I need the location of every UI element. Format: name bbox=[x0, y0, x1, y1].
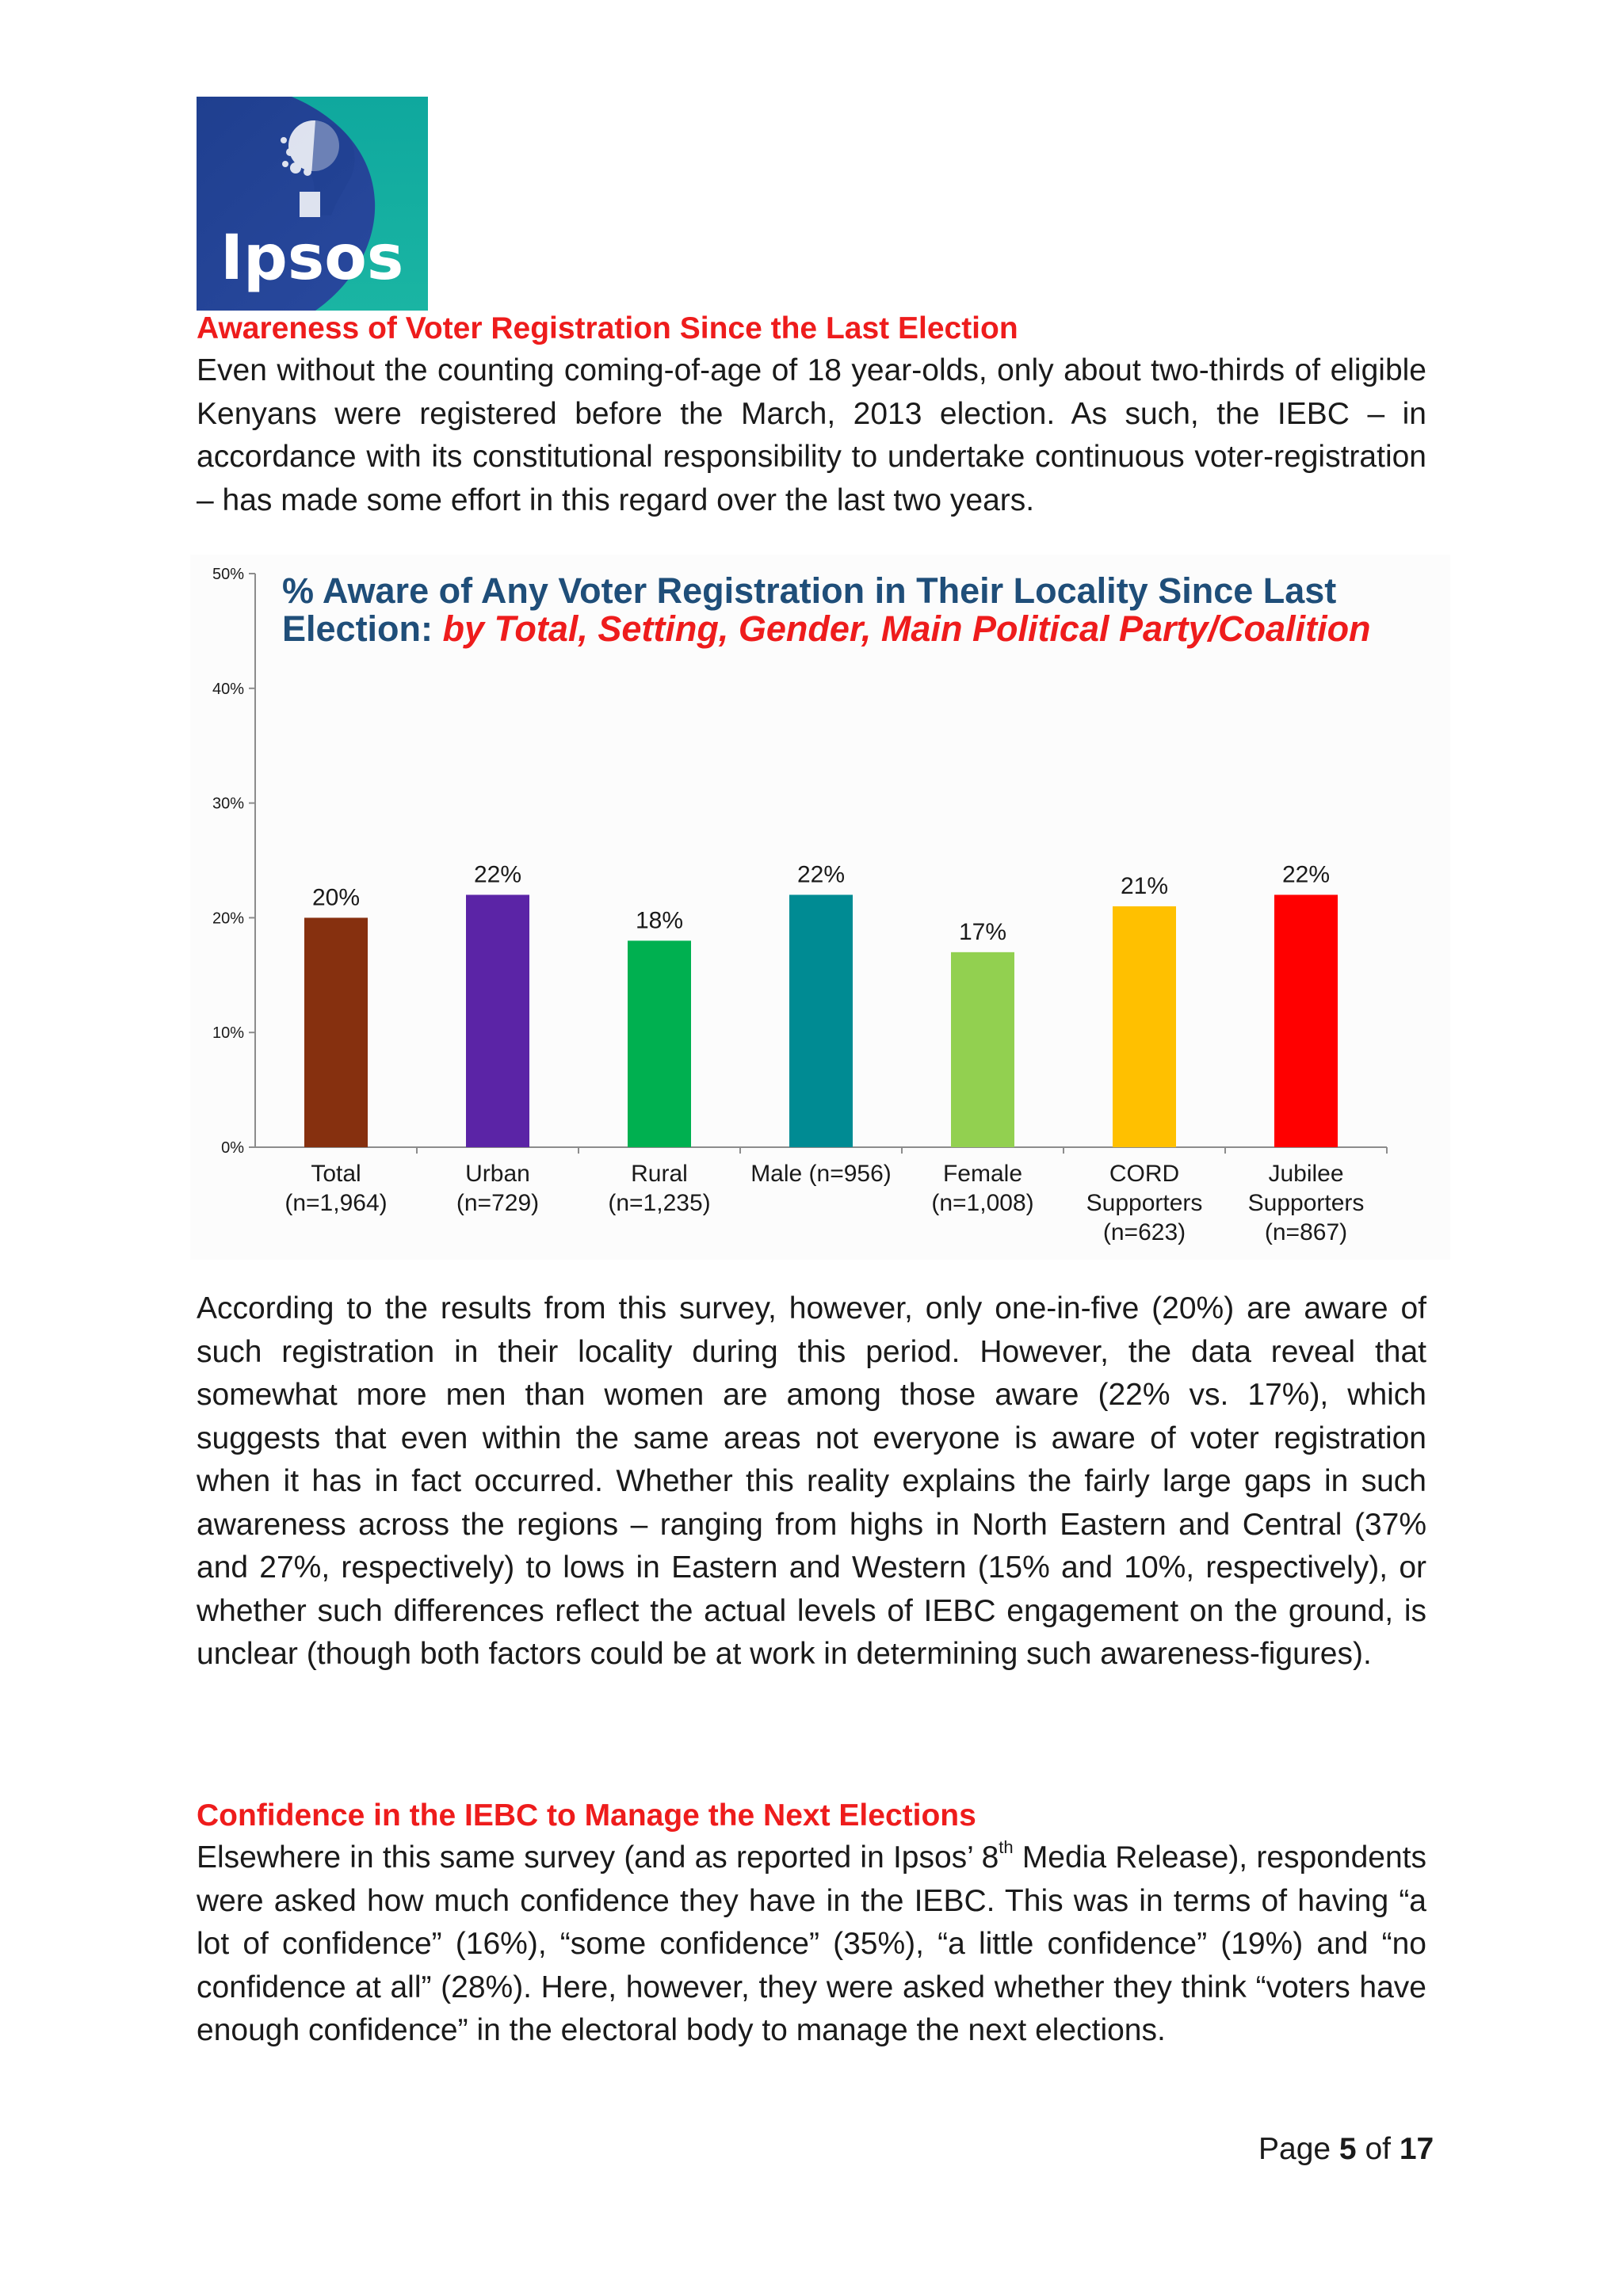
y-tick-label: 40% bbox=[212, 680, 244, 698]
bar-value-label: 22% bbox=[473, 861, 522, 888]
logo-text: Ipsos bbox=[220, 223, 404, 294]
page-total: 17 bbox=[1399, 2132, 1434, 2166]
x-category-label: Rural bbox=[631, 1161, 688, 1187]
chart-title-main: % Aware of Any Voter Registration in Their Locality Since Last Election: bbox=[282, 570, 1337, 649]
bar bbox=[1274, 894, 1338, 1147]
x-category-label: Total bbox=[311, 1161, 361, 1187]
y-tick-label: 10% bbox=[212, 1024, 244, 1043]
chart-subtitle: by Total, Setting, Gender, Main Political Party/Coalition bbox=[442, 608, 1371, 649]
bar-value-label: 22% bbox=[796, 861, 846, 888]
bar-value-label: 20% bbox=[311, 884, 361, 911]
x-category-label: Urban bbox=[465, 1161, 530, 1187]
bar bbox=[789, 894, 853, 1147]
y-tick-label: 30% bbox=[212, 795, 244, 813]
page-middle: of bbox=[1356, 2132, 1400, 2166]
x-category-label: Supporters bbox=[1086, 1190, 1203, 1216]
x-category-label: Male (n=956) bbox=[750, 1161, 892, 1187]
ipsos-logo bbox=[197, 97, 428, 311]
x-category-label: (n=729) bbox=[456, 1190, 540, 1216]
y-tick-label: 20% bbox=[212, 910, 244, 928]
chart-canvas bbox=[190, 555, 1450, 1260]
bar-value-label: 22% bbox=[1281, 861, 1331, 888]
page-current: 5 bbox=[1338, 2132, 1357, 2166]
intro-paragraph: Even without the counting coming-of-age of 18 year-olds, only about two-thirds of eligible Kenyans were registered before the March, 2013 election. As such, the IEBC – in accordance with its constitutional responsibility to undertake continuous voter-registration – has made some effort in this regard over the last two years. bbox=[197, 353, 1426, 517]
x-category-label: (n=1,964) bbox=[285, 1190, 388, 1216]
x-category-label: Female bbox=[942, 1161, 1023, 1187]
page-number bbox=[1258, 2130, 1434, 2169]
awareness-bar-chart bbox=[190, 555, 1450, 1260]
bar-value-label: 18% bbox=[635, 907, 684, 934]
section-heading-confidence: Confidence in the IEBC to Manage the Next Elections bbox=[197, 1798, 976, 1833]
page-prefix: Page bbox=[1258, 2132, 1339, 2166]
bar bbox=[1113, 906, 1176, 1147]
y-tick-label: 50% bbox=[212, 566, 244, 583]
confidence-text-rest: Media Release), respondents were asked how much confidence they have in the IEBC. This was in terms of having “a lot of confidence” (16%), “some confidence” (35%), “a little confidence” (19%) and “no confidence at all” (28%). Here, however, they were asked whether they think “voters have enough confidence” in the electoral body to manage the next elections. bbox=[197, 1840, 1426, 2047]
x-category-label: (n=1,008) bbox=[931, 1190, 1034, 1216]
bar bbox=[466, 894, 529, 1147]
results-paragraph: According to the results from this survey, however, only one-in-five (20%) are aware of such registration in their locality during this period. However, the data reveal that somewhat more men than women are among those aware (22% vs. 17%), which suggests that even within the same areas not everyone is aware of voter registration when it has in fact occurred. Whether this reality explains the fairly large gaps in such awareness across the regions – ranging from highs in North Eastern and Central (37% and 27%, respectively) to lows in Eastern and Western (15% and 10%, respectively), or whether such differences reflect the actual levels of IEBC engagement on the ground, is unclear (though both factors could be at work in determining such awareness-figures). bbox=[197, 1291, 1426, 1671]
chart-title bbox=[282, 572, 1423, 648]
ordinal-superscript: th bbox=[999, 1837, 1014, 1857]
confidence-paragraph bbox=[197, 1836, 1426, 2053]
section-heading-voter-registration: Awareness of Voter Registration Since the Last Election bbox=[197, 311, 1018, 345]
x-category-label: Jubilee bbox=[1268, 1161, 1344, 1187]
x-category-label: CORD bbox=[1109, 1161, 1180, 1187]
bar bbox=[304, 917, 368, 1147]
x-category-label: (n=623) bbox=[1102, 1219, 1186, 1245]
confidence-text-start: Elsewhere in this same survey (and as reported in Ipsos’ 8 bbox=[197, 1840, 999, 1875]
bar bbox=[951, 952, 1014, 1147]
bar bbox=[628, 940, 691, 1147]
bar-value-label: 17% bbox=[958, 918, 1007, 945]
y-tick-label: 0% bbox=[221, 1139, 244, 1157]
bar-value-label: 21% bbox=[1120, 872, 1169, 899]
x-category-label: (n=867) bbox=[1264, 1219, 1348, 1245]
x-category-label: Supporters bbox=[1247, 1190, 1365, 1216]
x-category-label: (n=1,235) bbox=[608, 1190, 711, 1216]
